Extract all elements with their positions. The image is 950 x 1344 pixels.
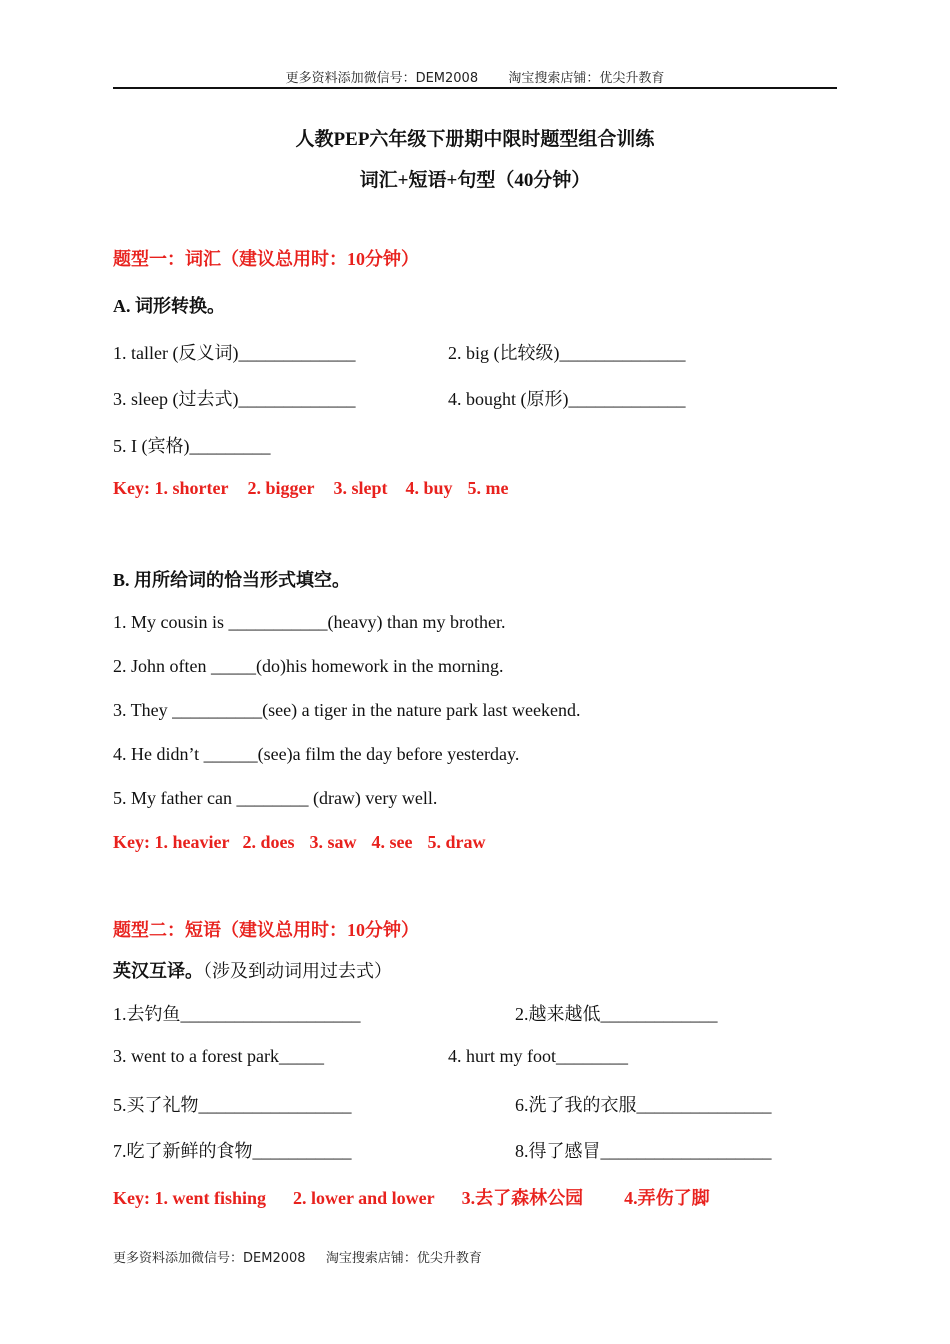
- partB-heading: B. 用所给词的恰当形式填空。: [113, 570, 351, 590]
- section2-instruction: [113, 957, 392, 983]
- partB-item-1: 1. My cousin is ___________(heavy) than my brother.: [113, 612, 506, 632]
- page-footer: [113, 1247, 482, 1266]
- partB-item-3: 3. They __________(see) a tiger in the nature park last weekend.: [113, 700, 581, 720]
- partA-key-4: 4. buy: [405, 478, 453, 498]
- page-header: [0, 67, 950, 86]
- section1-heading: 题型一：词汇（建议总用时：10分钟）: [113, 249, 419, 269]
- partB-item-5: 5. My father can ________ (draw) very well.: [113, 788, 438, 808]
- section2-item-7: 7.吃了新鲜的食物___________: [113, 1141, 352, 1161]
- partA-item-2: 2. big (比较级)______________: [448, 343, 686, 363]
- partA-answer-key: [113, 478, 508, 499]
- partA-item-1: 1. taller (反义词)_____________: [113, 343, 356, 363]
- section2-instruction-text: 英汉互译。: [113, 961, 203, 981]
- footer-taobao: 淘宝搜索店铺：优尖升教育: [325, 1251, 482, 1266]
- partA-item-3: 3. sleep (过去式)_____________: [113, 389, 356, 409]
- partB-item-4: 4. He didn’t ______(see)a film the day before yesterday.: [113, 744, 520, 764]
- section2-heading: 题型二：短语（建议总用时：10分钟）: [113, 920, 419, 940]
- partB-key-4: 4. see: [371, 832, 413, 852]
- partA-item-5: 5. I (宾格)_________: [113, 436, 271, 456]
- partA-key-5: 5. me: [467, 478, 509, 498]
- section2-item-3: 3. went to a forest park_____: [113, 1046, 324, 1066]
- section2-answer-key: [113, 1184, 710, 1210]
- header-divider: [113, 87, 837, 89]
- section2-item-8: 8.得了感冒___________________: [515, 1141, 772, 1161]
- page-title: 人教PEP六年级下册期中限时题型组合训练: [295, 129, 655, 150]
- header-taobao: 淘宝搜索店铺：优尖升教育: [508, 71, 665, 86]
- section2-item-5: 5.买了礼物_________________: [113, 1095, 352, 1115]
- section2-item-2: 2.越来越低_____________: [515, 1004, 718, 1024]
- footer-wechat: 更多资料添加微信号：DEM2008: [113, 1251, 306, 1266]
- partB-key-1: Key: 1. heavier: [113, 832, 230, 852]
- section2-item-6: 6.洗了我的衣服_______________: [515, 1095, 772, 1115]
- section2-item-4: 4. hurt my foot________: [448, 1046, 628, 1066]
- section2-key-2: 2. lower and lower: [293, 1188, 435, 1208]
- section2-key-1: Key: 1. went fishing: [113, 1188, 266, 1208]
- section2-item-1: 1.去钓鱼____________________: [113, 1004, 361, 1024]
- partA-heading: A. 词形转换。: [113, 296, 225, 316]
- section2-instruction-note: （涉及到动词用过去式）: [203, 961, 392, 981]
- partA-key-1: Key: 1. shorter: [113, 478, 229, 498]
- partB-key-3: 3. saw: [309, 832, 357, 852]
- section2-key-3: 3.去了森林公园: [461, 1188, 584, 1208]
- partA-key-3: 3. slept: [333, 478, 388, 498]
- partB-answer-key: [113, 832, 485, 853]
- partA-item-4: 4. bought (原形)_____________: [448, 389, 686, 409]
- section2-key-4: 4.弄伤了脚: [624, 1188, 710, 1208]
- header-wechat: 更多资料添加微信号：DEM2008: [285, 71, 479, 86]
- partB-key-2: 2. does: [242, 832, 295, 852]
- partB-item-2: 2. John often _____(do)his homework in the morning.: [113, 656, 504, 676]
- page-subtitle: 词汇+短语+句型（40分钟）: [359, 170, 591, 191]
- partB-key-5: 5. draw: [427, 832, 486, 852]
- partA-key-2: 2. bigger: [247, 478, 315, 498]
